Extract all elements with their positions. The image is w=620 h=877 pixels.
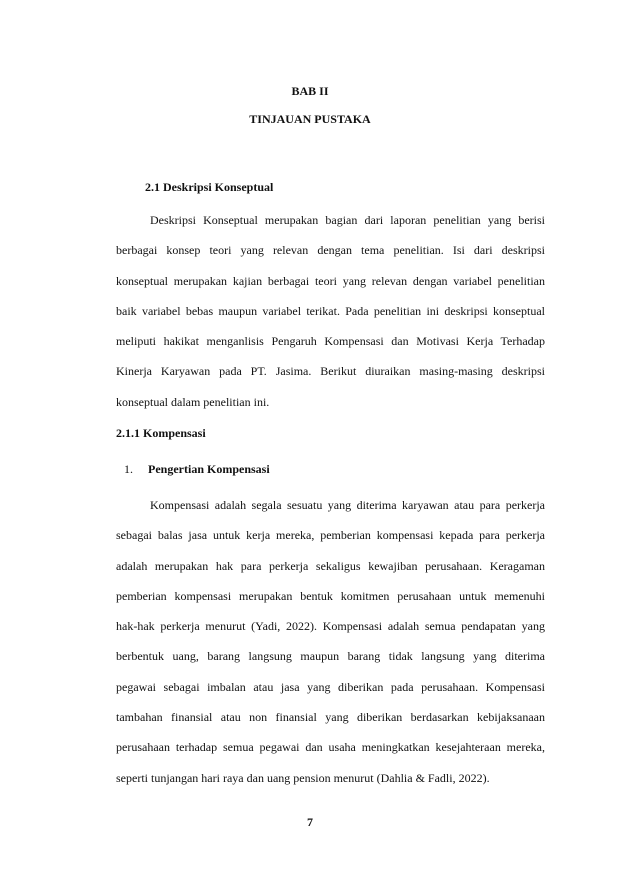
text-line: baik variabel bebas maupun variabel terikat. Pada penelitian ini deskripsi konseptual [116,303,545,318]
text-line: berbagai konsep teori yang relevan dengan tema penelitian. Isi dari deskripsi [116,243,545,258]
text-line: perusahaan terhadap semua pegawai dan usaha meningkatkan kesejahteraan mereka, [116,740,545,755]
paragraph-deskripsi [116,205,545,417]
text-line: pegawai sebagai imbalan atau jasa yang diberikan pada perusahaan. Kompensasi [116,679,545,694]
list-heading: Pengertian Kompensasi [148,462,270,476]
chapter-title: TINJAUAN PUSTAKA [249,112,371,126]
text-line: konseptual merupakan kajian berbagai teori yang relevan dengan variabel penelitian [116,273,545,288]
text-line: berbentuk uang, barang langsung maupun barang tidak langsung yang diterima [116,649,545,664]
subsection-heading: 2.1.1 Kompensasi [116,426,206,440]
text-line: pemberian kompensasi merupakan bentuk komitmen perusahaan untuk memenuhi [116,588,545,603]
page-number: 7 [307,815,313,829]
text-line: Deskripsi Konseptual merupakan bagian dari laporan penelitian yang berisi [150,213,545,227]
text-line: meliputi hakikat menganlisis Pengaruh Kompensasi dan Motivasi Kerja Terhadap [116,334,545,349]
chapter-label: BAB II [291,84,329,98]
paragraph-kompensasi [116,490,545,793]
text-line: tambahan finansial atau non finansial yang diberikan berdasarkan kebijaksanaan [116,710,545,725]
text-line: hak-hak perkerja menurut (Yadi, 2022). Kompensasi adalah semua pendapatan yang [116,619,545,634]
text-line: konseptual dalam penelitian ini. [116,394,270,409]
text-line: Kinerja Karyawan pada PT. Jasima. Berikut diuraikan masing-masing deskripsi [116,364,545,379]
text-line: Kompensasi adalah segala sesuatu yang diterima karyawan atau para perkerja [150,498,545,512]
text-line: sebagai balas jasa untuk kerja mereka, pemberian kompensasi kepada para perkerja [116,528,545,543]
section-heading: 2.1 Deskripsi Konseptual [145,180,274,194]
text-line: seperti tunjangan hari raya dan uang pension menurut (Dahlia & Fadli, 2022). [116,770,490,785]
text-line: adalah merupakan hak para perkerja sekaligus kewajiban perusahaan. Keragaman [116,558,545,573]
list-number: 1. [124,462,133,476]
